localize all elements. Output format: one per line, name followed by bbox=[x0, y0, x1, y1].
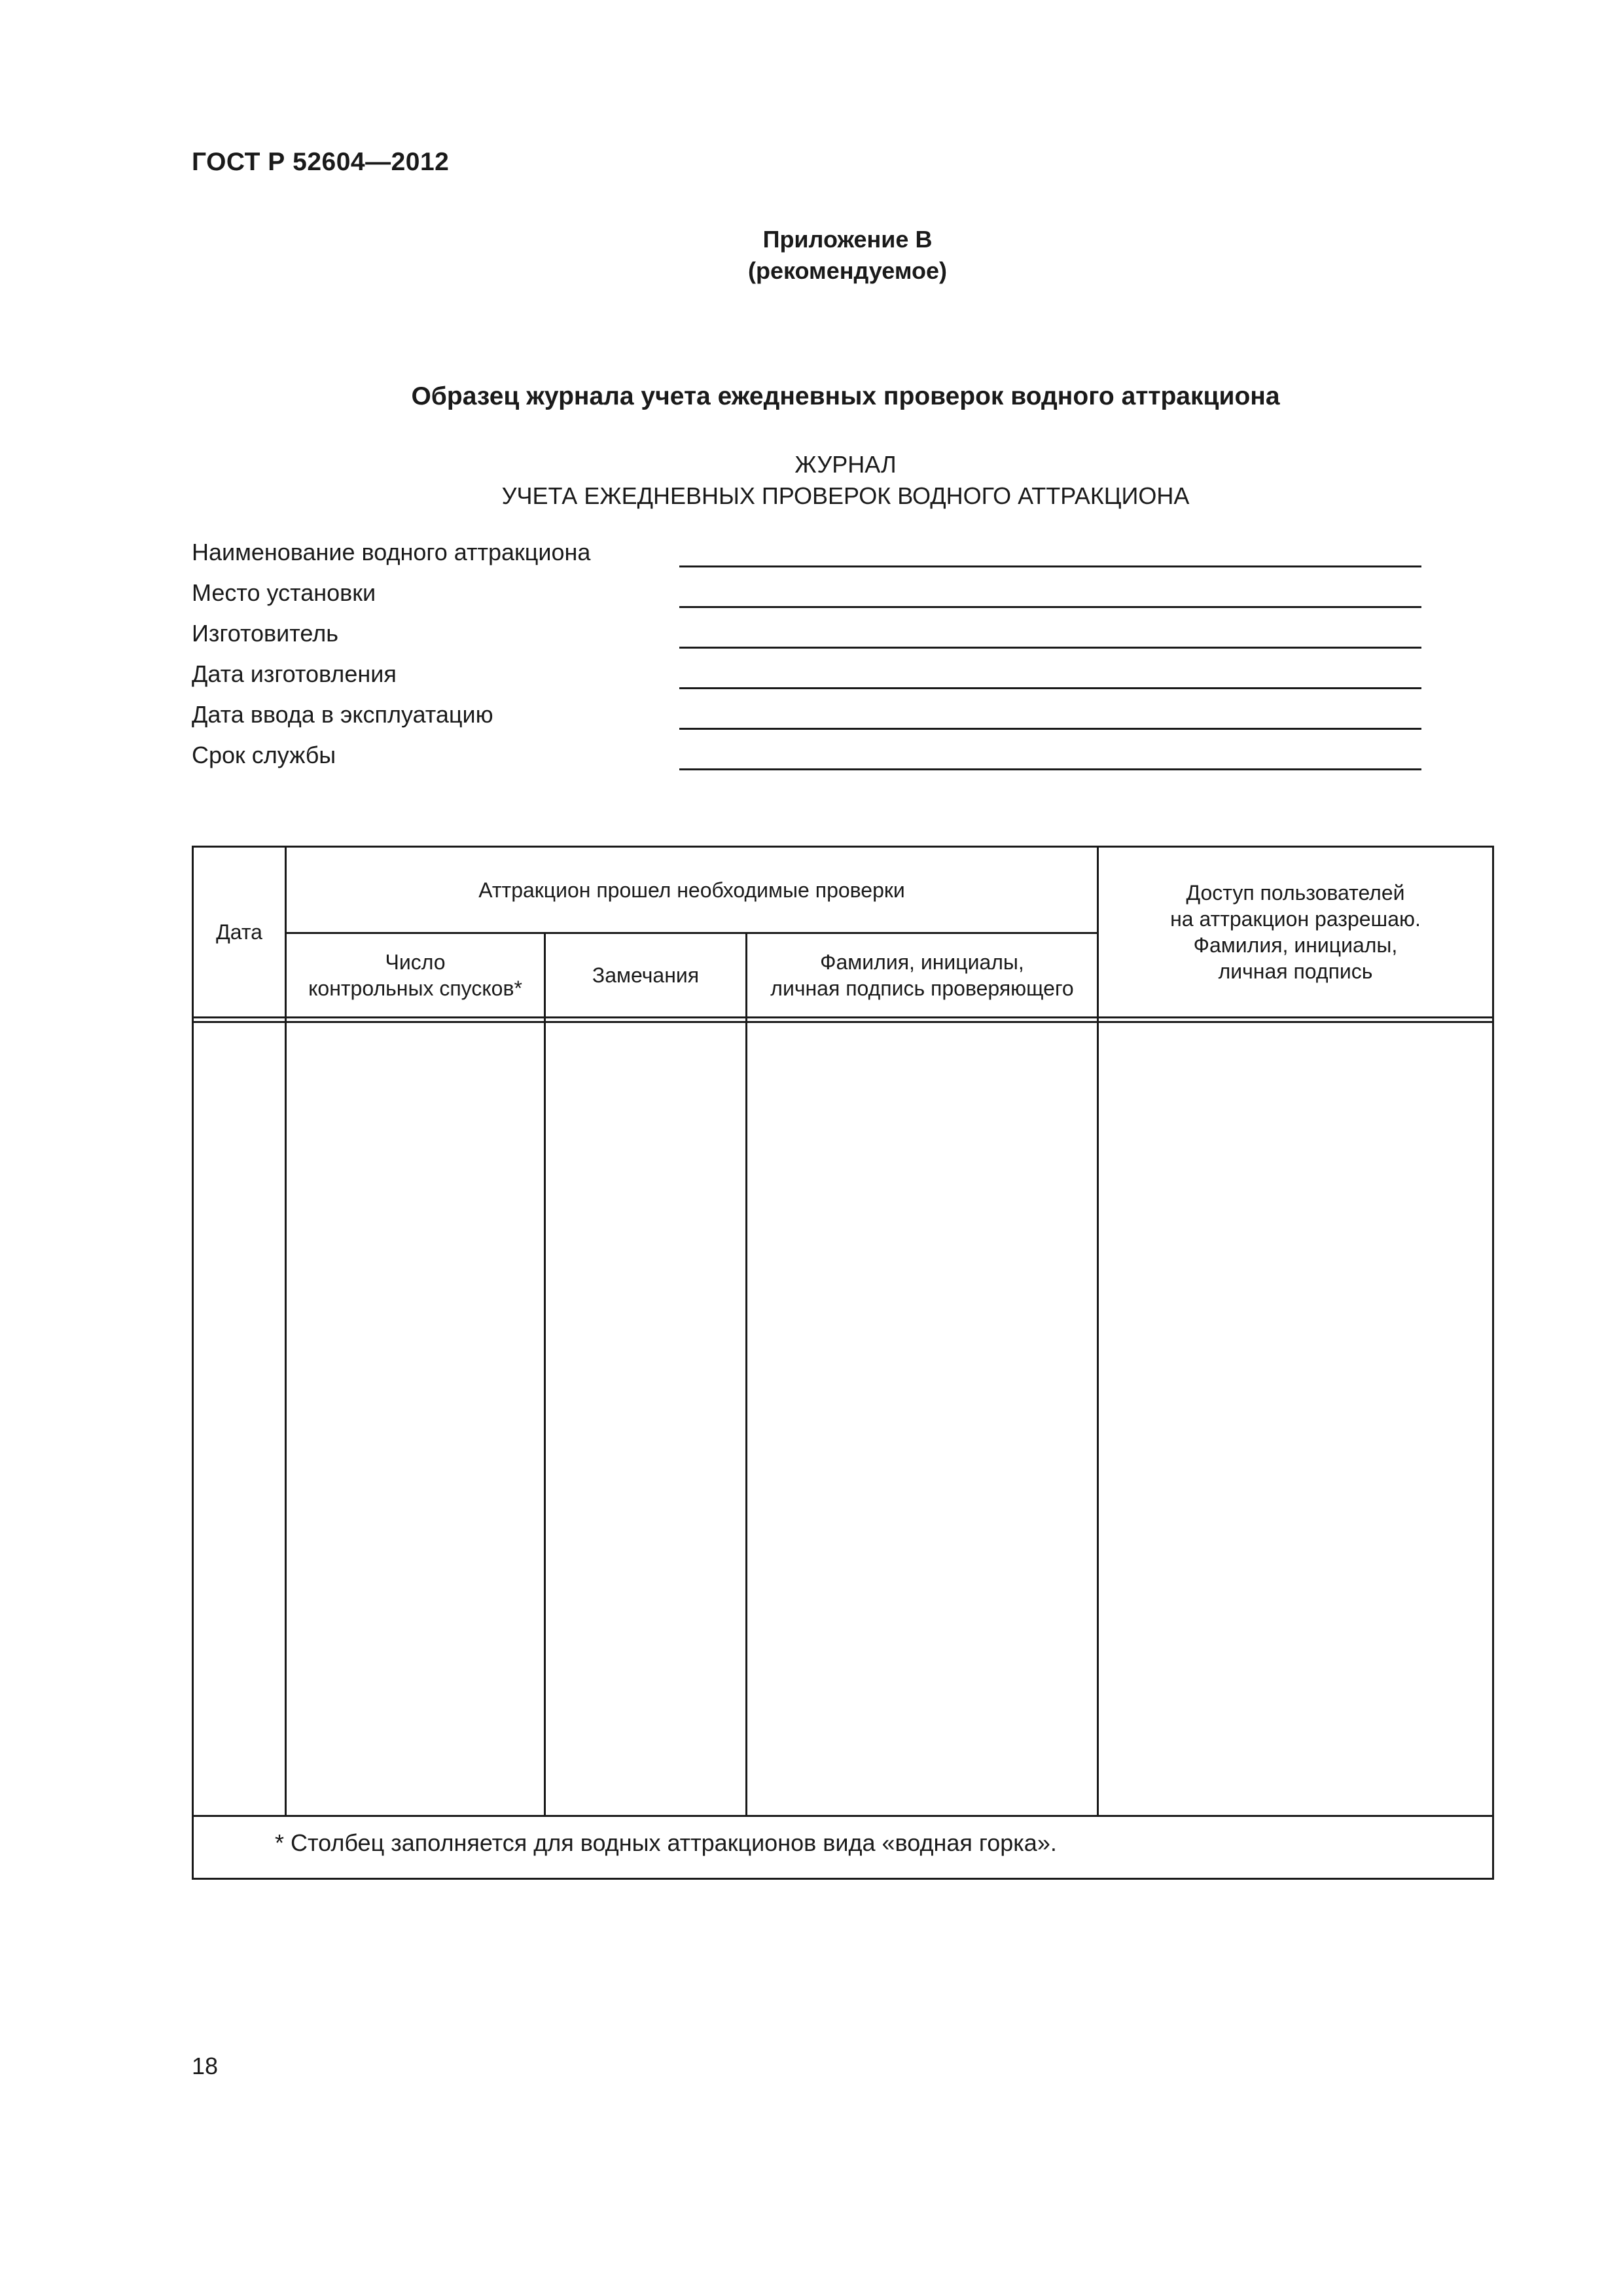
table-footnote: * Столбец заполняется для водных аттракционов вида «водная горка». bbox=[275, 1829, 1057, 1856]
field-label-manufacturer: Изготовитель bbox=[192, 620, 338, 647]
header-checks-group: Аттракцион прошел необходимые проверки bbox=[478, 878, 905, 902]
body-cell-remarks[interactable] bbox=[546, 1023, 745, 1815]
header-user-access-line2: на аттракцион разрешаю. bbox=[1170, 907, 1421, 931]
field-label-attraction-name: Наименование водного аттракциона bbox=[192, 539, 591, 565]
body-cell-user-access[interactable] bbox=[1099, 1023, 1492, 1815]
field-label-commissioning-date: Дата ввода в эксплуатацию bbox=[192, 701, 493, 728]
field-line-installation-place[interactable] bbox=[679, 606, 1421, 608]
body-cell-inspector[interactable] bbox=[747, 1023, 1097, 1815]
header-control-descents-line2: контрольных спусков* bbox=[308, 977, 522, 1000]
body-cell-date[interactable] bbox=[194, 1023, 285, 1815]
header-control-descents-line1: Число bbox=[385, 950, 446, 974]
journal-title: ЖУРНАЛ bbox=[794, 451, 897, 478]
header-user-access-line3: Фамилия, инициалы, bbox=[1193, 933, 1398, 957]
header-user-access-line4: личная подпись bbox=[1218, 960, 1373, 983]
field-line-manufacture-date[interactable] bbox=[679, 687, 1421, 689]
header-bottom-line bbox=[194, 1016, 1492, 1018]
header-user-access bbox=[1099, 848, 1492, 1016]
header-control-descents bbox=[287, 934, 544, 1016]
header-remarks: Замечания bbox=[592, 963, 700, 987]
appendix-title: Приложение В bbox=[762, 226, 933, 253]
document-code: ГОСТ Р 52604—2012 bbox=[192, 148, 450, 176]
body-cell-control-descents[interactable] bbox=[287, 1023, 544, 1815]
header-user-access-line1: Доступ пользователей bbox=[1186, 881, 1405, 905]
header-inspector-line1: Фамилия, инициалы, bbox=[820, 950, 1024, 974]
inspection-log-table bbox=[192, 846, 1494, 1880]
field-label-manufacture-date: Дата изготовления bbox=[192, 660, 397, 687]
footnote-divider bbox=[194, 1815, 1492, 1817]
section-title: Образец журнала учета ежедневных проверок водного аттракциона bbox=[411, 382, 1280, 410]
field-line-attraction-name[interactable] bbox=[679, 565, 1421, 567]
header-inspector bbox=[747, 934, 1097, 1016]
field-label-service-life: Срок службы bbox=[192, 742, 336, 768]
header-inspector-line2: личная подпись проверяющего bbox=[770, 977, 1074, 1000]
page-number: 18 bbox=[192, 2053, 219, 2079]
header-date: Дата bbox=[216, 920, 262, 944]
field-label-installation-place: Место установки bbox=[192, 579, 376, 606]
field-line-service-life[interactable] bbox=[679, 768, 1421, 770]
appendix-note: (рекомендуемое) bbox=[748, 257, 947, 284]
field-line-manufacturer[interactable] bbox=[679, 647, 1421, 649]
field-line-commissioning-date[interactable] bbox=[679, 728, 1421, 730]
journal-subtitle: УЧЕТА ЕЖЕДНЕВНЫХ ПРОВЕРОК ВОДНОГО АТТРАКЦИОНА bbox=[501, 482, 1190, 509]
